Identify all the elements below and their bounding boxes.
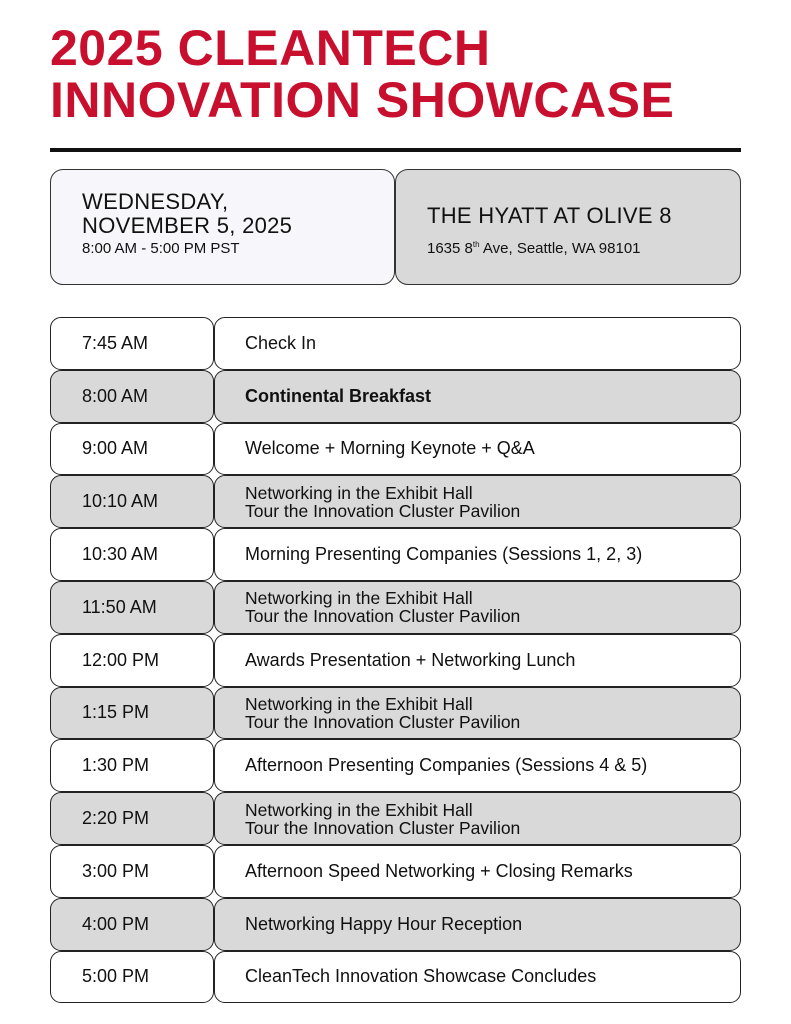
event-line: Networking in the Exhibit Hall <box>245 482 473 503</box>
schedule-row <box>50 317 741 370</box>
event-line-2: Tour the Innovation Cluster Pavilion <box>245 500 521 521</box>
schedule-event <box>214 898 741 951</box>
schedule-row <box>50 951 741 1004</box>
schedule-row <box>50 898 741 951</box>
schedule-time: 4:00 PM <box>50 898 214 951</box>
event-line: CleanTech Innovation Showcase Concludes <box>245 966 597 987</box>
schedule-event <box>214 317 741 370</box>
schedule-row <box>50 792 741 845</box>
schedule-event <box>214 475 741 528</box>
event-line-2: Tour the Innovation Cluster Pavilion <box>245 606 521 627</box>
title-line-2: INNOVATION SHOWCASE <box>50 72 675 128</box>
schedule-time: 10:10 AM <box>50 475 214 528</box>
schedule-event <box>214 634 741 687</box>
schedule-event <box>214 687 741 740</box>
schedule-time: 2:20 PM <box>50 792 214 845</box>
event-line: Morning Presenting Companies (Sessions 1, 2, 3) <box>245 544 643 565</box>
address-number: 1635 8 <box>427 240 473 257</box>
event-line: Networking in the Exhibit Hall <box>245 693 473 714</box>
schedule-time: 7:45 AM <box>50 317 214 370</box>
event-line-2: Tour the Innovation Cluster Pavilion <box>245 711 521 732</box>
schedule-event <box>214 951 741 1004</box>
schedule-time: 10:30 AM <box>50 528 214 581</box>
schedule-time: 3:00 PM <box>50 845 214 898</box>
event-line: Networking Happy Hour Reception <box>245 913 523 934</box>
schedule-time: 5:00 PM <box>50 951 214 1004</box>
date-box <box>50 169 395 285</box>
schedule-row <box>50 845 741 898</box>
schedule-event <box>214 792 741 845</box>
schedule-row <box>50 528 741 581</box>
title-divider <box>50 148 741 152</box>
schedule-row <box>50 581 741 634</box>
schedule-event <box>214 739 741 792</box>
event-line: Networking in the Exhibit Hall <box>245 799 473 820</box>
schedule-row <box>50 634 741 687</box>
schedule-event <box>214 370 741 423</box>
venue-name: THE HYATT AT OLIVE 8 <box>427 203 672 228</box>
event-date: NOVEMBER 5, 2025 <box>82 213 293 238</box>
address-rest: Ave, Seattle, WA 98101 <box>479 240 641 257</box>
event-line-2: Tour the Innovation Cluster Pavilion <box>245 817 521 838</box>
event-line: Check In <box>245 332 317 353</box>
schedule-time: 8:00 AM <box>50 370 214 423</box>
venue-address <box>427 240 641 257</box>
schedule-event <box>214 528 741 581</box>
event-line: Awards Presentation + Networking Lunch <box>245 649 576 670</box>
event-line: Afternoon Presenting Companies (Sessions 4 & 5) <box>245 755 648 776</box>
schedule-row <box>50 739 741 792</box>
schedule-time: 9:00 AM <box>50 423 214 476</box>
title-line-1: 2025 CLEANTECH <box>50 20 491 76</box>
schedule-event <box>214 423 741 476</box>
event-time-range: 8:00 AM - 5:00 PM PST <box>82 240 240 257</box>
schedule-row <box>50 370 741 423</box>
schedule-time: 1:15 PM <box>50 687 214 740</box>
event-line: Afternoon Speed Networking + Closing Remarks <box>245 860 633 881</box>
page-title <box>50 22 750 126</box>
venue-box <box>395 169 741 285</box>
event-line: Networking in the Exhibit Hall <box>245 588 473 609</box>
address-suffix: th <box>472 240 480 249</box>
event-line: Welcome + Morning Keynote + Q&A <box>245 438 535 459</box>
schedule-time: 12:00 PM <box>50 634 214 687</box>
schedule-row <box>50 687 741 740</box>
schedule-event <box>214 581 741 634</box>
schedule-time: 11:50 AM <box>50 581 214 634</box>
event-line: Continental Breakfast <box>245 385 432 406</box>
schedule-event <box>214 845 741 898</box>
event-weekday: WEDNESDAY, <box>82 189 229 214</box>
schedule-row <box>50 423 741 476</box>
schedule-time: 1:30 PM <box>50 739 214 792</box>
schedule-row <box>50 475 741 528</box>
schedule-table <box>50 317 741 1003</box>
